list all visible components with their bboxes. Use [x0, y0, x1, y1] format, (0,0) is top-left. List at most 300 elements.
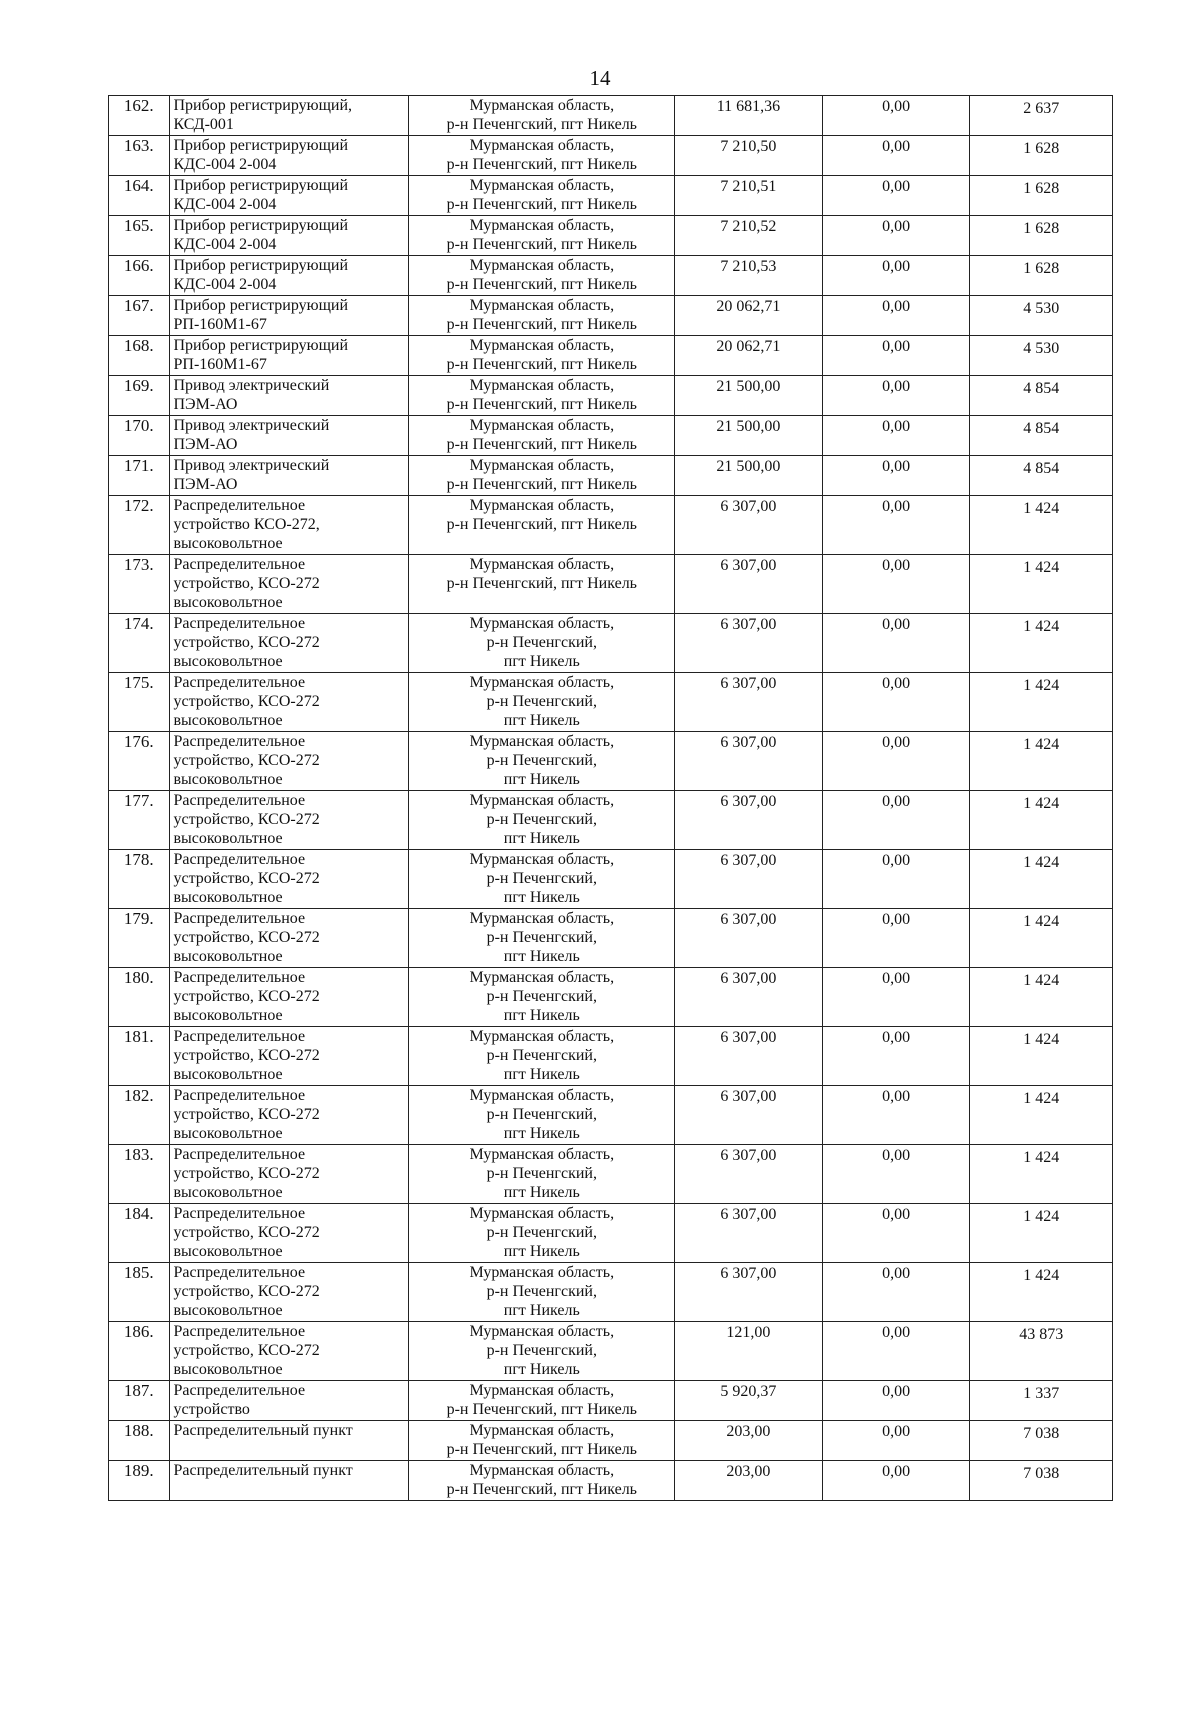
- item-name-line: Прибор регистрирующий: [173, 177, 349, 194]
- cost-cell: [675, 256, 823, 296]
- location-cell: [409, 1204, 675, 1263]
- depreciation-cell: [822, 1461, 970, 1501]
- location-line: р-н Печенгский, пгт Никель: [446, 396, 637, 413]
- location-line: р-н Печенгский, пгт Никель: [446, 196, 637, 213]
- depreciation-cell-value: 0,00: [882, 793, 911, 810]
- residual-value-cell-value: 1 424: [1023, 972, 1060, 989]
- residual-value-cell-value: 1 628: [1023, 180, 1060, 197]
- item-name-line: РП-160М1-67: [173, 356, 267, 373]
- residual-value-cell: [970, 416, 1113, 456]
- item-name-line: высоковольтное: [173, 1184, 283, 1201]
- location-line: пгт Никель: [503, 1066, 580, 1083]
- cost-cell: [675, 216, 823, 256]
- item-name-cell: [169, 732, 409, 791]
- residual-value-cell: [970, 673, 1113, 732]
- residual-value-cell-value: 1 424: [1023, 1267, 1060, 1284]
- depreciation-cell-value: 0,00: [882, 1029, 911, 1046]
- location-cell: [409, 216, 675, 256]
- item-name-cell: [169, 1145, 409, 1204]
- residual-value-cell-value: 1 424: [1023, 677, 1060, 694]
- table-row: [109, 96, 1113, 136]
- location-line: Мурманская область,: [469, 1087, 615, 1104]
- location-line: Мурманская область,: [469, 1028, 615, 1045]
- depreciation-cell: [822, 496, 970, 555]
- row-number: 185.: [109, 1263, 170, 1322]
- table-row: [109, 1204, 1113, 1263]
- item-name-cell: [169, 968, 409, 1027]
- item-name-line: Распределительное: [173, 1146, 306, 1163]
- location-line: р-н Печенгский, пгт Никель: [446, 1481, 637, 1498]
- item-name-line: КСД-001: [173, 116, 234, 133]
- item-name-line: Прибор регистрирующий: [173, 257, 349, 274]
- depreciation-cell: [822, 1145, 970, 1204]
- item-name-line: ПЭМ-АО: [173, 396, 238, 413]
- depreciation-cell: [822, 673, 970, 732]
- depreciation-cell: [822, 1086, 970, 1145]
- table-row: [109, 416, 1113, 456]
- cost-cell: [675, 376, 823, 416]
- location-cell: [409, 96, 675, 136]
- residual-value-cell-value: 1 424: [1023, 913, 1060, 930]
- table-row: [109, 336, 1113, 376]
- residual-value-cell: [970, 555, 1113, 614]
- cost-cell: [675, 176, 823, 216]
- depreciation-cell-value: 0,00: [882, 734, 911, 751]
- cost-cell-value: 5 920,37: [720, 1383, 777, 1400]
- item-name-line: устройство, КСО-272: [173, 1283, 320, 1300]
- item-name-line: Распределительное: [173, 1323, 306, 1340]
- item-name-cell: [169, 296, 409, 336]
- item-name-line: высоковольтное: [173, 1302, 283, 1319]
- location-cell: [409, 456, 675, 496]
- depreciation-cell-value: 0,00: [882, 298, 911, 315]
- location-line: р-н Печенгский, пгт Никель: [446, 276, 637, 293]
- cost-cell-value: 203,00: [726, 1463, 771, 1480]
- item-name-cell: [169, 791, 409, 850]
- depreciation-cell-value: 0,00: [882, 258, 911, 275]
- location-cell: [409, 256, 675, 296]
- table-row: [109, 1461, 1113, 1501]
- location-line: Мурманская область,: [469, 1422, 615, 1439]
- depreciation-cell: [822, 136, 970, 176]
- row-number: 183.: [109, 1145, 170, 1204]
- location-line: пгт Никель: [503, 653, 580, 670]
- residual-value-cell-value: 1 424: [1023, 854, 1060, 871]
- item-name-line: устройство, КСО-272: [173, 929, 320, 946]
- cost-cell: [675, 456, 823, 496]
- cost-cell-value: 21 500,00: [716, 418, 781, 435]
- item-name-line: Распределительное: [173, 615, 306, 632]
- cost-cell: [675, 1381, 823, 1421]
- row-number: 167.: [109, 296, 170, 336]
- item-name-line: высоковольтное: [173, 948, 283, 965]
- location-line: Мурманская область,: [469, 851, 615, 868]
- location-line: р-н Печенгский, пгт Никель: [446, 156, 637, 173]
- item-name-cell: [169, 614, 409, 673]
- row-number: 180.: [109, 968, 170, 1027]
- item-name-line: Привод электрический: [173, 457, 330, 474]
- residual-value-cell: [970, 496, 1113, 555]
- location-line: Мурманская область,: [469, 792, 615, 809]
- residual-value-cell-value: 1 424: [1023, 1031, 1060, 1048]
- depreciation-cell: [822, 732, 970, 791]
- cost-cell-value: 6 307,00: [720, 675, 777, 692]
- item-name-cell: [169, 850, 409, 909]
- item-name-line: устройство, КСО-272: [173, 870, 320, 887]
- table-row: [109, 968, 1113, 1027]
- item-name-line: РП-160М1-67: [173, 316, 267, 333]
- item-name-line: Прибор регистрирующий: [173, 217, 349, 234]
- location-cell: [409, 1421, 675, 1461]
- item-name-cell: [169, 1421, 409, 1461]
- item-name-cell: [169, 136, 409, 176]
- depreciation-cell: [822, 1204, 970, 1263]
- depreciation-cell-value: 0,00: [882, 338, 911, 355]
- table-row: [109, 791, 1113, 850]
- cost-cell-value: 6 307,00: [720, 616, 777, 633]
- depreciation-cell: [822, 1322, 970, 1381]
- cost-cell: [675, 416, 823, 456]
- item-name-line: высоковольтное: [173, 1007, 283, 1024]
- residual-value-cell-value: 1 424: [1023, 736, 1060, 753]
- location-line: р-н Печенгский, пгт Никель: [446, 575, 637, 592]
- cost-cell-value: 21 500,00: [716, 378, 781, 395]
- item-name-line: устройство, КСО-272: [173, 1342, 320, 1359]
- depreciation-cell: [822, 1381, 970, 1421]
- table-row: [109, 1027, 1113, 1086]
- item-name-cell: [169, 496, 409, 555]
- page-number: 14: [589, 66, 611, 90]
- item-name-cell: [169, 1204, 409, 1263]
- location-line: Мурманская область,: [469, 615, 615, 632]
- location-line: р-н Печенгский,: [486, 870, 597, 887]
- location-line: Мурманская область,: [469, 910, 615, 927]
- depreciation-cell: [822, 850, 970, 909]
- location-cell: [409, 296, 675, 336]
- location-cell: [409, 791, 675, 850]
- depreciation-cell: [822, 96, 970, 136]
- location-cell: [409, 496, 675, 555]
- item-name-line: Распределительное: [173, 969, 306, 986]
- depreciation-cell: [822, 909, 970, 968]
- location-cell: [409, 1381, 675, 1421]
- depreciation-cell: [822, 216, 970, 256]
- location-line: Мурманская область,: [469, 1382, 615, 1399]
- location-cell: [409, 1145, 675, 1204]
- location-line: Мурманская область,: [469, 217, 615, 234]
- location-cell: [409, 909, 675, 968]
- item-name-cell: [169, 909, 409, 968]
- depreciation-cell-value: 0,00: [882, 1206, 911, 1223]
- row-number: 184.: [109, 1204, 170, 1263]
- cost-cell-value: 6 307,00: [720, 852, 777, 869]
- item-name-line: Распределительное: [173, 910, 306, 927]
- item-name-line: устройство, КСО-272: [173, 811, 320, 828]
- depreciation-cell-value: 0,00: [882, 1088, 911, 1105]
- row-number: 171.: [109, 456, 170, 496]
- location-cell: [409, 376, 675, 416]
- table-row: [109, 1322, 1113, 1381]
- cost-cell: [675, 614, 823, 673]
- residual-value-cell: [970, 376, 1113, 416]
- item-name-line: Прибор регистрирующий,: [173, 97, 353, 114]
- location-line: пгт Никель: [503, 1302, 580, 1319]
- item-name-line: Распределительное: [173, 1382, 306, 1399]
- location-line: р-н Печенгский,: [486, 1106, 597, 1123]
- location-line: пгт Никель: [503, 1007, 580, 1024]
- item-name-line: Распределительный пункт: [173, 1462, 353, 1479]
- item-name-cell: [169, 1027, 409, 1086]
- residual-value-cell-value: 7 038: [1023, 1425, 1060, 1442]
- item-name-line: высоковольтное: [173, 1066, 283, 1083]
- location-line: р-н Печенгский,: [486, 1047, 597, 1064]
- depreciation-cell-value: 0,00: [882, 1383, 911, 1400]
- location-line: пгт Никель: [503, 712, 580, 729]
- item-name-cell: [169, 1322, 409, 1381]
- depreciation-cell-value: 0,00: [882, 616, 911, 633]
- item-name-cell: [169, 216, 409, 256]
- table-row: [109, 909, 1113, 968]
- depreciation-cell: [822, 176, 970, 216]
- item-name-line: высоковольтное: [173, 889, 283, 906]
- depreciation-cell: [822, 968, 970, 1027]
- item-name-line: Распределительное: [173, 497, 306, 514]
- location-line: р-н Печенгский, пгт Никель: [446, 236, 637, 253]
- item-name-line: Распределительное: [173, 851, 306, 868]
- depreciation-cell: [822, 1421, 970, 1461]
- location-line: Мурманская область,: [469, 1146, 615, 1163]
- cost-cell-value: 6 307,00: [720, 970, 777, 987]
- cost-cell-value: 6 307,00: [720, 734, 777, 751]
- location-line: пгт Никель: [503, 771, 580, 788]
- row-number: 175.: [109, 673, 170, 732]
- cost-cell-value: 7 210,52: [720, 218, 777, 235]
- item-name-line: Распределительное: [173, 1205, 306, 1222]
- location-cell: [409, 968, 675, 1027]
- cost-cell: [675, 1421, 823, 1461]
- residual-value-cell: [970, 1027, 1113, 1086]
- table-row: [109, 496, 1113, 555]
- item-name-line: устройство, КСО-272: [173, 693, 320, 710]
- cost-cell-value: 6 307,00: [720, 1088, 777, 1105]
- item-name-line: Распределительное: [173, 1087, 306, 1104]
- residual-value-cell: [970, 1086, 1113, 1145]
- item-name-line: высоковольтное: [173, 771, 283, 788]
- cost-cell-value: 203,00: [726, 1423, 771, 1440]
- cost-cell: [675, 1145, 823, 1204]
- cost-cell-value: 6 307,00: [720, 1147, 777, 1164]
- residual-value-cell-value: 4 530: [1023, 340, 1060, 357]
- table-row: [109, 1381, 1113, 1421]
- location-cell: [409, 850, 675, 909]
- residual-value-cell-value: 4 854: [1023, 420, 1060, 437]
- cost-cell: [675, 96, 823, 136]
- item-name-cell: [169, 376, 409, 416]
- location-line: пгт Никель: [503, 948, 580, 965]
- residual-value-cell: [970, 732, 1113, 791]
- residual-value-cell: [970, 136, 1113, 176]
- location-cell: [409, 614, 675, 673]
- residual-value-cell-value: 1 628: [1023, 260, 1060, 277]
- depreciation-cell-value: 0,00: [882, 138, 911, 155]
- location-line: Мурманская область,: [469, 97, 615, 114]
- depreciation-cell: [822, 296, 970, 336]
- depreciation-cell-value: 0,00: [882, 675, 911, 692]
- depreciation-cell-value: 0,00: [882, 418, 911, 435]
- residual-value-cell-value: 1 628: [1023, 140, 1060, 157]
- cost-cell: [675, 968, 823, 1027]
- location-line: р-н Печенгский, пгт Никель: [446, 436, 637, 453]
- residual-value-cell: [970, 96, 1113, 136]
- row-number: 164.: [109, 176, 170, 216]
- depreciation-cell-value: 0,00: [882, 98, 911, 115]
- row-number: 189.: [109, 1461, 170, 1501]
- residual-value-cell-value: 4 530: [1023, 300, 1060, 317]
- depreciation-cell: [822, 555, 970, 614]
- table-row: [109, 673, 1113, 732]
- location-line: Мурманская область,: [469, 969, 615, 986]
- item-name-line: высоковольтное: [173, 594, 283, 611]
- location-line: Мурманская область,: [469, 177, 615, 194]
- depreciation-cell-value: 0,00: [882, 1147, 911, 1164]
- table-body: [109, 96, 1113, 1501]
- cost-cell: [675, 496, 823, 555]
- location-cell: [409, 1263, 675, 1322]
- item-name-line: высоковольтное: [173, 653, 283, 670]
- row-number: 174.: [109, 614, 170, 673]
- item-name-line: устройство, КСО-272: [173, 1047, 320, 1064]
- residual-value-cell: [970, 1204, 1113, 1263]
- depreciation-cell-value: 0,00: [882, 458, 911, 475]
- table-row: [109, 136, 1113, 176]
- location-cell: [409, 136, 675, 176]
- cost-cell-value: 6 307,00: [720, 1206, 777, 1223]
- table-row: [109, 1145, 1113, 1204]
- depreciation-cell: [822, 456, 970, 496]
- location-line: р-н Печенгский,: [486, 1165, 597, 1182]
- cost-cell: [675, 1027, 823, 1086]
- cost-cell-value: 7 210,51: [720, 178, 777, 195]
- row-number: 187.: [109, 1381, 170, 1421]
- location-line: Мурманская область,: [469, 137, 615, 154]
- location-line: Мурманская область,: [469, 1205, 615, 1222]
- cost-cell: [675, 673, 823, 732]
- item-name-line: высоковольтное: [173, 1125, 283, 1142]
- item-name-cell: [169, 1086, 409, 1145]
- location-line: Мурманская область,: [469, 377, 615, 394]
- location-line: Мурманская область,: [469, 417, 615, 434]
- row-number: 173.: [109, 555, 170, 614]
- cost-cell: [675, 136, 823, 176]
- row-number: 168.: [109, 336, 170, 376]
- depreciation-cell-value: 0,00: [882, 1423, 911, 1440]
- depreciation-cell: [822, 1027, 970, 1086]
- item-name-line: Прибор регистрирующий: [173, 297, 349, 314]
- item-name-line: высоковольтное: [173, 830, 283, 847]
- residual-value-cell: [970, 1322, 1113, 1381]
- row-number: 169.: [109, 376, 170, 416]
- table-row: [109, 1421, 1113, 1461]
- row-number: 178.: [109, 850, 170, 909]
- residual-value-cell-value: 4 854: [1023, 460, 1060, 477]
- residual-value-cell: [970, 850, 1113, 909]
- item-name-cell: [169, 456, 409, 496]
- item-name-line: высоковольтное: [173, 535, 283, 552]
- cost-cell: [675, 1263, 823, 1322]
- item-name-cell: [169, 1381, 409, 1421]
- table-row: [109, 850, 1113, 909]
- location-cell: [409, 416, 675, 456]
- location-cell: [409, 673, 675, 732]
- depreciation-cell-value: 0,00: [882, 218, 911, 235]
- cost-cell-value: 6 307,00: [720, 1265, 777, 1282]
- location-line: р-н Печенгский,: [486, 693, 597, 710]
- location-line: р-н Печенгский,: [486, 634, 597, 651]
- location-line: р-н Печенгский, пгт Никель: [446, 356, 637, 373]
- depreciation-cell-value: 0,00: [882, 911, 911, 928]
- item-name-line: устройство, КСО-272: [173, 988, 320, 1005]
- location-line: р-н Печенгский,: [486, 752, 597, 769]
- item-name-line: КДС-004 2-004: [173, 236, 277, 253]
- item-name-line: устройство, КСО-272: [173, 1106, 320, 1123]
- item-name-line: Распределительный пункт: [173, 1422, 353, 1439]
- residual-value-cell: [970, 1263, 1113, 1322]
- location-line: Мурманская область,: [469, 733, 615, 750]
- residual-value-cell-value: 1 424: [1023, 500, 1060, 517]
- depreciation-cell-value: 0,00: [882, 178, 911, 195]
- location-line: Мурманская область,: [469, 1462, 615, 1479]
- location-line: р-н Печенгский, пгт Никель: [446, 1441, 637, 1458]
- cost-cell-value: 11 681,36: [716, 98, 781, 115]
- item-name-line: высоковольтное: [173, 1361, 283, 1378]
- depreciation-cell-value: 0,00: [882, 557, 911, 574]
- depreciation-cell-value: 0,00: [882, 970, 911, 987]
- residual-value-cell-value: 1 424: [1023, 1090, 1060, 1107]
- table-row: [109, 456, 1113, 496]
- item-name-cell: [169, 673, 409, 732]
- item-name-line: Привод электрический: [173, 377, 330, 394]
- location-line: пгт Никель: [503, 1361, 580, 1378]
- row-number: 165.: [109, 216, 170, 256]
- table-row: [109, 614, 1113, 673]
- location-line: р-н Печенгский,: [486, 811, 597, 828]
- item-name-line: устройство, КСО-272: [173, 1224, 320, 1241]
- row-number: 162.: [109, 96, 170, 136]
- depreciation-cell: [822, 416, 970, 456]
- location-cell: [409, 1086, 675, 1145]
- cost-cell: [675, 336, 823, 376]
- location-line: р-н Печенгский, пгт Никель: [446, 476, 637, 493]
- depreciation-cell-value: 0,00: [882, 1324, 911, 1341]
- row-number: 163.: [109, 136, 170, 176]
- residual-value-cell: [970, 1461, 1113, 1501]
- location-cell: [409, 1027, 675, 1086]
- row-number: 181.: [109, 1027, 170, 1086]
- item-name-line: КДС-004 2-004: [173, 156, 277, 173]
- residual-value-cell-value: 2 637: [1023, 100, 1060, 117]
- location-line: Мурманская область,: [469, 674, 615, 691]
- location-cell: [409, 176, 675, 216]
- location-line: пгт Никель: [503, 830, 580, 847]
- row-number: 177.: [109, 791, 170, 850]
- location-line: р-н Печенгский, пгт Никель: [446, 1401, 637, 1418]
- depreciation-cell: [822, 376, 970, 416]
- depreciation-cell: [822, 614, 970, 673]
- location-line: р-н Печенгский, пгт Никель: [446, 516, 637, 533]
- location-line: Мурманская область,: [469, 1323, 615, 1340]
- residual-value-cell-value: 1 424: [1023, 559, 1060, 576]
- item-name-line: Привод электрический: [173, 417, 330, 434]
